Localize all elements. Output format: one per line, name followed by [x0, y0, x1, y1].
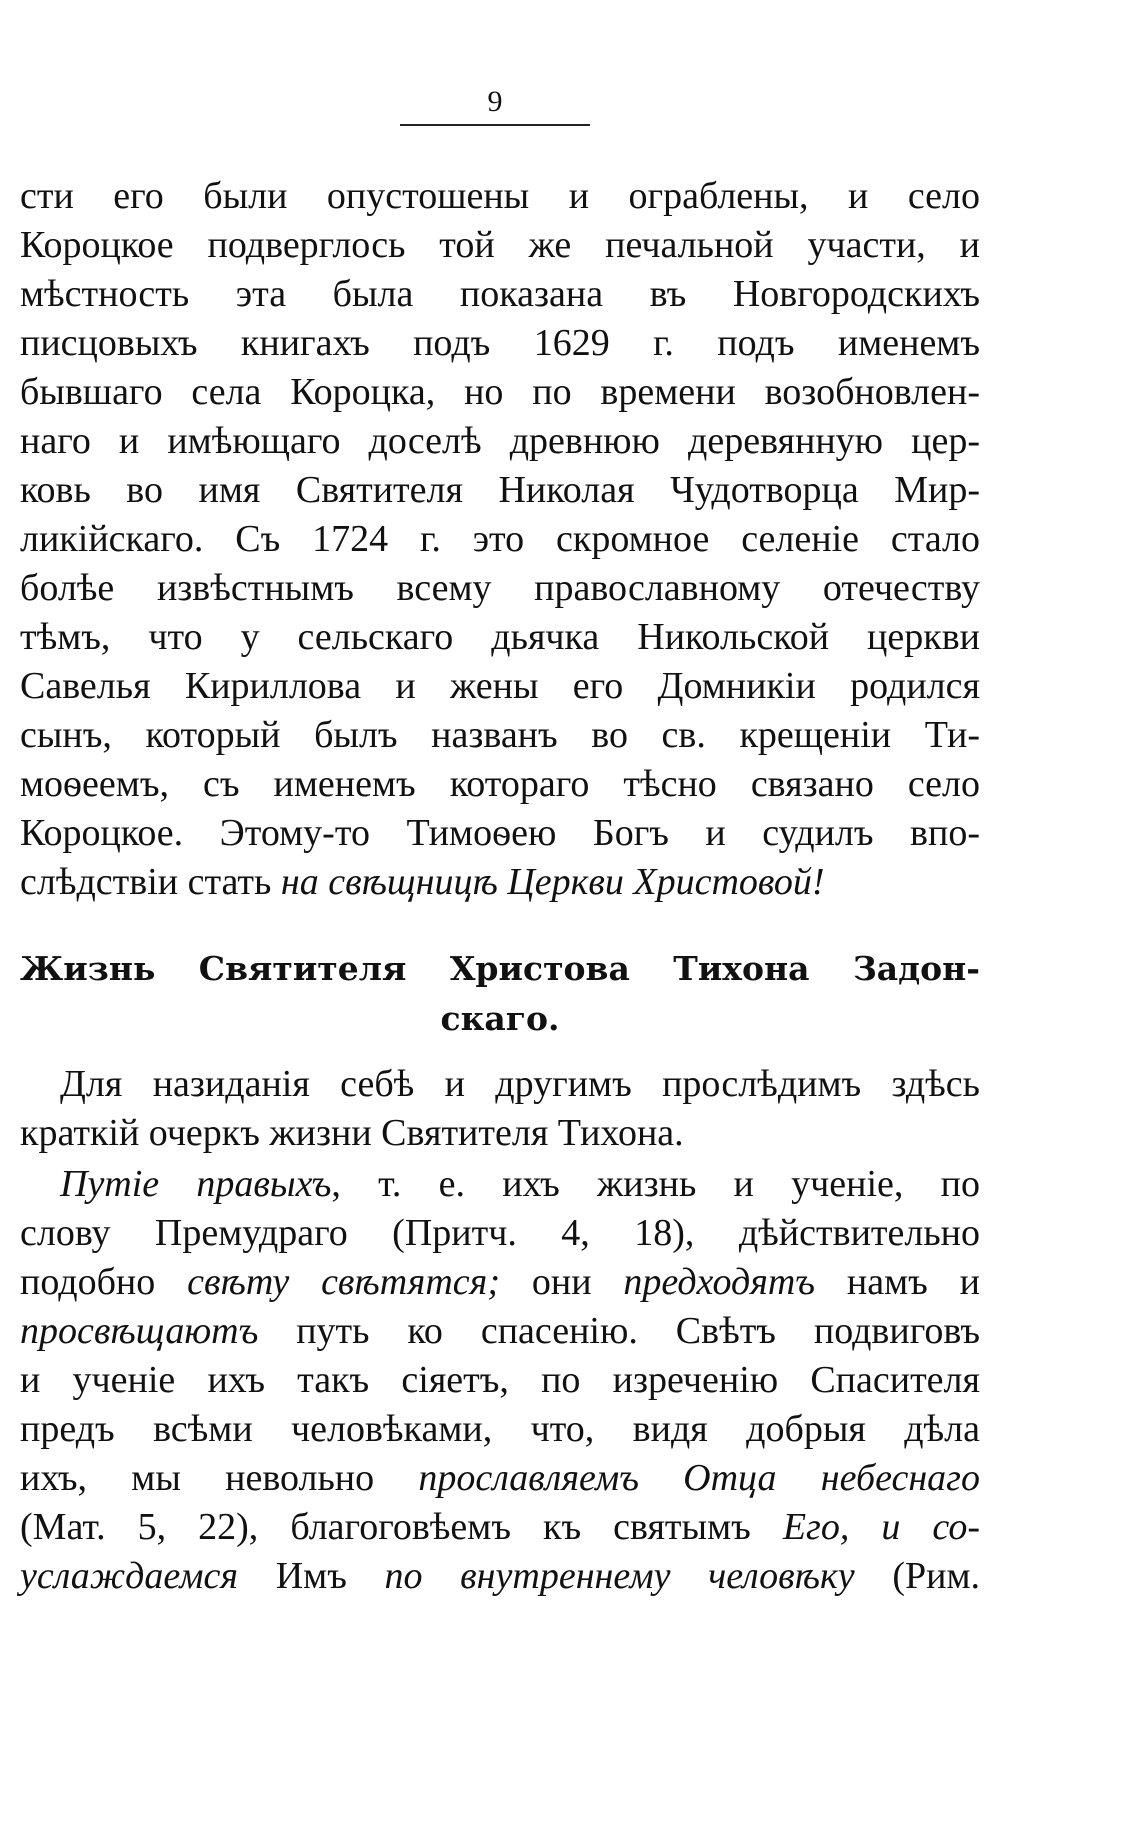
paragraph	[20, 1160, 980, 1601]
italic-run: свѣту свѣтятся;	[187, 1261, 500, 1303]
text-run: слѣдствiи стать	[20, 861, 281, 903]
text-line: моѳеемъ, съ именемъ котораго тѣсно связано село	[20, 763, 980, 805]
italic-run: Путiе правыхъ	[60, 1163, 332, 1205]
italic-run: Его, и со-	[782, 1506, 980, 1548]
text-line: ковь во имя Святителя Николая Чудотворца Мир-	[20, 469, 980, 511]
text-run: (Рим.	[854, 1555, 981, 1597]
text-line: предъ всѣми человѣками, что, видя добрыя дѣла	[20, 1408, 980, 1450]
text-run: , т. е. ихъ жизнь и ученiе, по	[331, 1163, 980, 1205]
text-line: и ученiе ихъ такъ сiяетъ, по изреченiю Спасителя	[20, 1359, 980, 1401]
page-number-rule	[400, 124, 590, 126]
text-line: бывшаго села Короцка, но по времени возобновлен-	[20, 371, 980, 413]
text-line	[20, 1552, 980, 1601]
text-line: болѣе извѣстнымъ всему православному отечеству	[20, 567, 980, 609]
text-line: тѣмъ, что у сельскаго дьячка Никольской церкви	[20, 616, 980, 658]
text-line: сти его были опустошены и ограблены, и село	[20, 175, 980, 217]
text-line	[20, 1503, 980, 1552]
text-run: они	[499, 1261, 624, 1303]
text-run: (Мат. 5, 22), благоговѣемъ къ святымъ	[20, 1506, 783, 1548]
paragraph	[20, 1060, 980, 1158]
text-line	[20, 1160, 980, 1209]
text-line: наго и имѣющаго доселѣ древнюю деревянную цер-	[20, 420, 980, 462]
text-line	[20, 1307, 980, 1356]
text-line: Короцкое. Этому-то Тимоѳею Богъ и судилъ впо-	[20, 812, 980, 854]
italic-run: прославляемъ Отца небеснаго	[418, 1457, 980, 1499]
text-line: слову Премудраго (Притч. 4, 18), дѣйствительно	[20, 1212, 980, 1254]
text-run: Имъ	[238, 1555, 385, 1597]
text-run: намъ и	[815, 1261, 981, 1303]
text-run: ихъ, мы невольно	[20, 1457, 419, 1499]
text-line	[20, 858, 980, 907]
heading-line: Жизнь Святителя Христова Тихона Задон-	[20, 949, 980, 988]
page-number: 9	[487, 85, 503, 118]
text-line: писцовыхъ книгахъ подъ 1629 г. подъ именемъ	[20, 322, 980, 364]
text-run: путь ко спасенiю. Свѣтъ подвиговъ	[258, 1310, 980, 1352]
text-line: Для назиданiя себѣ и другимъ прослѣдимъ здѣсь	[60, 1063, 980, 1105]
paragraph-continued	[20, 172, 980, 907]
text-line	[20, 1454, 980, 1503]
text-line: Савелья Кириллова и жены его Домникiи родился	[20, 665, 980, 707]
heading-line: скаго.	[440, 999, 560, 1038]
text-line: ликiйскаго. Съ 1724 г. это скромное селенiе стало	[20, 518, 980, 560]
text-line: Короцкое подверглось той же печальной участи, и	[20, 224, 980, 266]
italic-run: услаждаемся	[20, 1555, 239, 1597]
text-line: краткiй очеркъ жизни Святителя Тихона.	[20, 1112, 684, 1154]
section-heading	[20, 944, 980, 1044]
italic-run: по внутреннему человѣку	[384, 1555, 855, 1597]
italic-run: на свѣщницѣ Церкви Христовой!	[280, 861, 825, 903]
text-run: подобно	[20, 1261, 188, 1303]
text-line: сынъ, который былъ названъ во св. крещенiи Ти-	[20, 714, 980, 756]
italic-run: просвѣщаютъ	[20, 1310, 259, 1352]
text-line	[20, 1258, 980, 1307]
italic-run: предходятъ	[623, 1261, 816, 1303]
text-line: мѣстность эта была показана въ Новгородскихъ	[20, 273, 980, 315]
